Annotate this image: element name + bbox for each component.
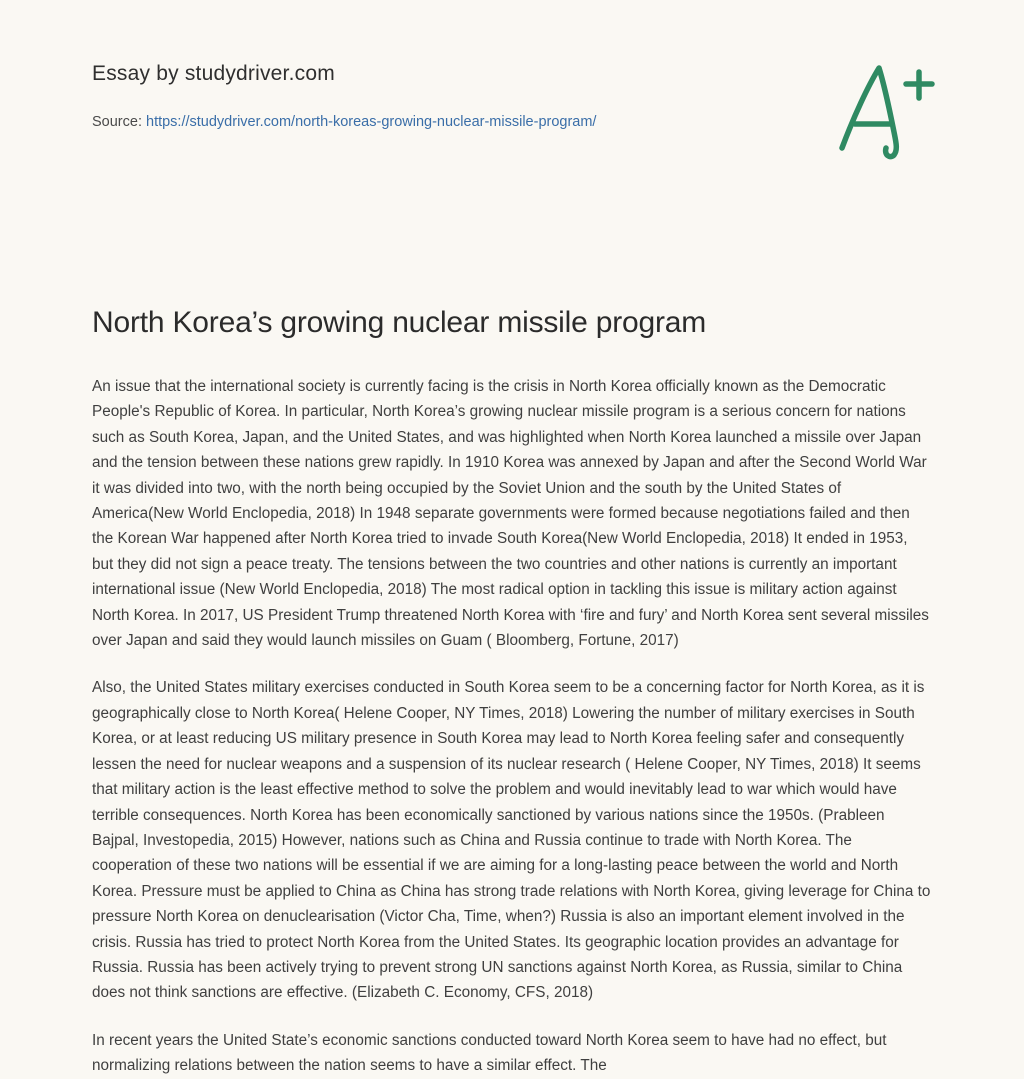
paragraph: An issue that the international society is currently facing is the crisis in North Korea officially known as the Democratic People's Republic of Korea. In particular, North Korea’s growing nuclear missile program is a serious concern for nations such as South Korea, Japan, and the United States, and was highlighted when North Korea launched a missile over Japan and the tension between these nations grew rapidly. In 1910 Korea was annexed by Japan and after the Second World War it was divided into two, with the north being occupied by the Soviet Union and the south by the United States of America(New World Enclopedia, 2018) In 1948 separate governments were formed because negotiations failed and then the Korean War happened after North Korea tried to invade South Korea(New World Enclopedia, 2018) It ended in 1953, but they did not sign a peace treaty. The tensions between the two countries and other nations is currently an important international issue (New World Enclopedia, 2018) The most radical option in tackling this issue is military action against North Korea. In 2017, US President Trump threatened North Korea with ‘fire and fury’ and North Korea sent several missiles over Japan and said they would launch missiles on Guam ( Bloomberg, Fortune, 2017): [92, 378, 929, 650]
source-line: [92, 114, 932, 130]
source-url-link[interactable]: https://studydriver.com/north-koreas-growing-nuclear-missile-program/: [146, 114, 597, 130]
document-header: [92, 62, 932, 182]
studydriver-a-plus-logo-icon: [824, 54, 942, 162]
essay-by-prefix: Essay by: [92, 62, 185, 85]
page-title: North Korea’s growing nuclear missile program: [92, 306, 707, 339]
paragraph: In recent years the United State’s economic sanctions conducted toward North Korea seem to have had no effect, but normalizing relations between the nation seems to have a similar effect. The: [92, 1031, 887, 1075]
document-body: [92, 374, 932, 1079]
paragraph: Also, the United States military exercises conducted in South Korea seem to be a concerning factor for North Korea, as it is geographically close to North Korea( Helene Cooper, NY Times, 2018) Lowering the number of military exercises in South Korea, or at least reducing US military presence in South Korea may lead to North Korea feeling safer and consequently lessen the need for nuclear weapons and a suspension of its nuclear research ( Helene Cooper, NY Times, 2018) It seems that military action is the least effective method to solve the problem and would inevitably lead to war which would have terrible consequences. North Korea has been economically sanctioned by various nations since the 1950s. (Prableen Bajpal, Investopedia, 2015) However, nations such as China and Russia continue to trade with North Korea. The cooperation of these two nations will be essential if we are aiming for a long-lasting peace between the world and North Korea. Pressure must be applied to China as China has strong trade relations with North Korea, giving leverage for China to pressure North Korea on denuclearisation (Victor Cha, Time, when?) Russia is also an important element involved in the crisis. Russia has tried to protect North Korea from the United States. Its geographic location provides an advantage for Russia. Russia has been actively trying to prevent strong UN sanctions against North Korea, as Russia, similar to China does not think sanctions are effective. (Elizabeth C. Economy, CFS, 2018): [92, 679, 931, 1002]
essay-site-name: studydriver.com: [184, 62, 335, 85]
essay-byline: [92, 62, 932, 86]
source-label: Source:: [92, 114, 146, 130]
